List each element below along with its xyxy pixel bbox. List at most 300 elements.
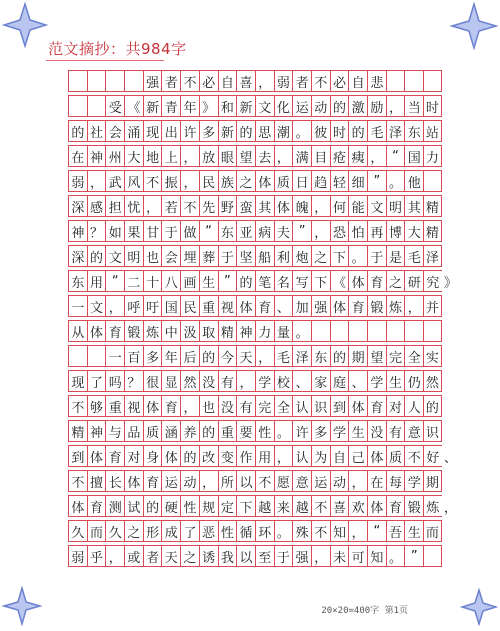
grid-cell: 时 (423, 96, 442, 116)
grid-cell: 之 (311, 246, 330, 266)
grid-cell: 武 (105, 171, 124, 191)
grid-cell: 。 (274, 421, 293, 441)
grid-cell: 涵 (161, 421, 180, 441)
grid-cell: 有 (236, 396, 255, 416)
grid-cell: 没 (367, 421, 386, 441)
grid-cell: 学 (367, 371, 386, 391)
grid-cell: 笔 (255, 271, 274, 291)
grid-cell: ， (274, 446, 293, 466)
grid-cell (423, 171, 442, 191)
grid-cell: 不 (68, 471, 87, 491)
grid-cell: “ (199, 221, 218, 241)
essay-line (68, 320, 442, 342)
grid-cell: 神 (87, 421, 106, 441)
grid-cell: 强 (143, 71, 162, 91)
grid-cell: 炼 (423, 496, 442, 516)
grid-cell: ， (105, 296, 124, 316)
overflow-char: ， (444, 501, 458, 516)
grid-cell: 全 (404, 346, 423, 366)
grid-cell: 忧 (124, 196, 143, 216)
grid-cell: 品 (124, 421, 143, 441)
grid-cell: 然 (180, 371, 199, 391)
grid-cell: 八 (161, 271, 180, 291)
grid-cell: 不 (180, 71, 199, 91)
grid-cell: 没 (218, 396, 237, 416)
grid-cell: 十 (143, 271, 162, 291)
grid-cell: 力 (423, 146, 442, 166)
grid-cell: 州 (105, 146, 124, 166)
essay-line (68, 395, 442, 417)
grid-cell: 其 (404, 196, 423, 216)
grid-cell: 生 (199, 271, 218, 291)
grid-cell: 有 (386, 421, 405, 441)
grid-cell: 明 (386, 196, 405, 216)
grid-cell (68, 346, 87, 366)
grid-cell: 民 (199, 171, 218, 191)
grid-cell: 百 (124, 346, 143, 366)
star-decoration-top-left (2, 2, 48, 48)
grid-cell: 彼 (311, 121, 330, 141)
grid-cell: 然 (423, 371, 442, 391)
grid-cell: 规 (199, 496, 218, 516)
grid-cell (124, 71, 143, 91)
grid-cell: ， (180, 171, 199, 191)
grid-cell: 变 (218, 446, 237, 466)
grid-cell: 加 (292, 296, 311, 316)
grid-cell: 体 (161, 446, 180, 466)
grid-cell: 深 (68, 196, 87, 216)
grid-cell: 到 (68, 446, 87, 466)
grid-cell: 于 (367, 246, 386, 266)
grid-cell: ， (311, 546, 330, 566)
grid-cell: 我 (218, 546, 237, 566)
grid-cell: 不 (311, 521, 330, 541)
grid-cell: 埋 (180, 246, 199, 266)
grid-cell: 在 (367, 471, 386, 491)
grid-cell: 循 (236, 521, 255, 541)
grid-cell: 必 (330, 71, 349, 91)
grid-cell: 对 (124, 446, 143, 466)
grid-cell: 或 (124, 546, 143, 566)
grid-cell: 成 (161, 521, 180, 541)
grid-cell: 庭 (330, 371, 349, 391)
grid-cell: 。 (386, 171, 405, 191)
grid-cell: 悲 (367, 71, 386, 91)
grid-cell: 愿 (274, 471, 293, 491)
overflow-char: 》 (444, 276, 458, 291)
grid-cell: 年 (161, 346, 180, 366)
grid-cell: 动 (311, 96, 330, 116)
grid-cell: 与 (105, 421, 124, 441)
grid-cell: 乎 (87, 546, 106, 566)
grid-cell: 今 (218, 346, 237, 366)
grid-cell: 时 (330, 121, 349, 141)
grid-cell (311, 321, 330, 341)
grid-cell: 欢 (348, 496, 367, 516)
grid-cell: 殊 (292, 521, 311, 541)
grid-cell: 于 (274, 546, 293, 566)
grid-cell: 用 (255, 446, 274, 466)
grid-cell: 东 (218, 221, 237, 241)
grid-cell: 之 (386, 271, 405, 291)
grid-cell: 育 (105, 321, 124, 341)
grid-cell: 知 (330, 521, 349, 541)
grid-cell: 对 (386, 396, 405, 416)
grid-cell: 质 (274, 171, 293, 191)
grid-cell (105, 71, 124, 91)
grid-cell: ， (180, 146, 199, 166)
essay-line (68, 470, 442, 492)
essay-line (68, 270, 458, 292)
page-footer: 20×20=400字 第1页 (321, 606, 408, 616)
grid-cell: ， (386, 96, 405, 116)
essay-line (68, 195, 442, 217)
grid-cell: 之 (236, 171, 255, 191)
grid-cell: 文 (87, 296, 106, 316)
grid-cell: 学 (404, 471, 423, 491)
essay-line (68, 170, 442, 192)
grid-cell: 定 (218, 496, 237, 516)
grid-cell: 未 (330, 546, 349, 566)
grid-cell: 涌 (124, 121, 143, 141)
grid-cell: 疮 (330, 146, 349, 166)
grid-cell (68, 96, 87, 116)
grid-cell: 性 (255, 421, 274, 441)
grid-cell: 运 (161, 471, 180, 491)
grid-cell: 如 (105, 221, 124, 241)
grid-cell: 下 (311, 271, 330, 291)
grid-cell: ” (218, 271, 237, 291)
grid-cell: 炮 (292, 246, 311, 266)
essay-line (68, 545, 442, 567)
grid-cell: 体 (348, 271, 367, 291)
grid-cell (423, 321, 442, 341)
grid-cell: 精 (423, 196, 442, 216)
grid-cell: 完 (255, 396, 274, 416)
page-title: 范文摘抄：共984字 (48, 40, 187, 58)
grid-cell: 校 (274, 371, 293, 391)
grid-cell: 。 (274, 521, 293, 541)
grid-cell: 视 (124, 396, 143, 416)
grid-cell: 的 (330, 346, 349, 366)
grid-cell: 炼 (386, 296, 405, 316)
grid-cell: 体 (367, 496, 386, 516)
grid-cell: 不 (311, 71, 330, 91)
essay-line (68, 220, 442, 242)
grid-cell: 的 (87, 246, 106, 266)
grid-cell: 识 (311, 396, 330, 416)
grid-cell: 形 (143, 521, 162, 541)
grid-cell: 养 (180, 421, 199, 441)
grid-cell: 吁 (143, 296, 162, 316)
grid-cell: 魄 (292, 196, 311, 216)
grid-cell: 体 (330, 296, 349, 316)
grid-cell: 弱 (68, 546, 87, 566)
grid-cell: 大 (404, 221, 423, 241)
grid-cell: ？ (87, 221, 106, 241)
grid-cell: 人 (404, 396, 423, 416)
grid-cell: 名 (274, 271, 293, 291)
grid-cell: 生 (404, 521, 423, 541)
grid-cell: ， (143, 196, 162, 216)
grid-cell: 文 (367, 196, 386, 216)
grid-cell: 于 (161, 221, 180, 241)
grid-cell: 《 (124, 96, 143, 116)
grid-cell: 后 (180, 346, 199, 366)
grid-cell: 趋 (311, 171, 330, 191)
grid-cell: 也 (143, 246, 162, 266)
grid-cell (348, 321, 367, 341)
grid-cell: 仍 (404, 371, 423, 391)
grid-cell: 锻 (367, 296, 386, 316)
grid-cell: 神 (68, 221, 87, 241)
grid-cell: 力 (255, 321, 274, 341)
grid-cell: 没 (199, 371, 218, 391)
grid-cell: 呼 (124, 296, 143, 316)
grid-cell: 轻 (330, 171, 349, 191)
grid-cell: 意 (292, 471, 311, 491)
grid-cell: 担 (105, 196, 124, 216)
grid-cell: 了 (180, 521, 199, 541)
grid-cell: ， (105, 546, 124, 566)
grid-cell: 的 (423, 396, 442, 416)
grid-cell: 诱 (199, 546, 218, 566)
grid-cell: ， (311, 221, 330, 241)
grid-cell: 至 (255, 546, 274, 566)
grid-cell: 多 (143, 346, 162, 366)
grid-cell: 锻 (124, 321, 143, 341)
essay-line (68, 495, 458, 517)
grid-cell: 可 (348, 546, 367, 566)
grid-cell: 视 (218, 296, 237, 316)
grid-cell: 坚 (236, 246, 255, 266)
grid-cell: 潮 (274, 121, 293, 141)
grid-cell: 、 (292, 371, 311, 391)
grid-cell: 亚 (236, 221, 255, 241)
grid-cell (330, 321, 349, 341)
grid-cell: 知 (367, 546, 386, 566)
grid-cell: 出 (161, 121, 180, 141)
grid-cell: 每 (386, 471, 405, 491)
overflow-char: 、 (444, 451, 458, 466)
grid-cell: 硬 (161, 496, 180, 516)
essay-line (68, 370, 442, 392)
grid-cell: 弱 (68, 171, 87, 191)
grid-cell: 而 (87, 521, 106, 541)
grid-cell: 识 (423, 421, 442, 441)
grid-cell: 很 (143, 371, 162, 391)
grid-cell: 多 (199, 121, 218, 141)
grid-cell: 青 (161, 96, 180, 116)
grid-cell: 汲 (180, 321, 199, 341)
grid-cell: 以 (236, 471, 255, 491)
grid-cell: 多 (311, 421, 330, 441)
grid-cell: ” (367, 171, 386, 191)
grid-cell: 深 (68, 246, 87, 266)
grid-cell: 不 (255, 471, 274, 491)
grid-cell: 的 (199, 346, 218, 366)
grid-cell: 文 (105, 246, 124, 266)
grid-cell: 现 (143, 121, 162, 141)
grid-cell: 重 (105, 396, 124, 416)
grid-cell: 育 (255, 296, 274, 316)
grid-cell: 完 (386, 346, 405, 366)
grid-cell: 去 (255, 146, 274, 166)
grid-cell: 写 (292, 271, 311, 291)
grid-cell: ， (199, 471, 218, 491)
grid-cell: 野 (218, 196, 237, 216)
grid-cell: 吗 (105, 371, 124, 391)
grid-cell: 体 (124, 471, 143, 491)
grid-cell: 化 (274, 96, 293, 116)
grid-cell: 望 (367, 346, 386, 366)
grid-cell: 必 (199, 71, 218, 91)
grid-cell: 体 (68, 496, 87, 516)
grid-cell: 是 (386, 246, 405, 266)
grid-cell: 明 (124, 246, 143, 266)
grid-cell: 年 (180, 96, 199, 116)
grid-cell: 自 (348, 71, 367, 91)
grid-cell: 强 (292, 546, 311, 566)
grid-cell (386, 71, 405, 91)
grid-cell: 国 (161, 296, 180, 316)
grid-cell: 毛 (274, 346, 293, 366)
grid-cell: 育 (161, 396, 180, 416)
grid-cell: 者 (143, 546, 162, 566)
grid-cell: 的 (348, 121, 367, 141)
grid-cell: 地 (143, 146, 162, 166)
grid-cell: 长 (105, 471, 124, 491)
star-decoration-bottom-right (460, 588, 498, 626)
grid-cell: ， (255, 346, 274, 366)
grid-cell: ？ (124, 371, 143, 391)
grid-cell: 好 (423, 446, 442, 466)
grid-cell: 的 (68, 121, 87, 141)
grid-cell: 之 (180, 546, 199, 566)
grid-cell: 二 (124, 271, 143, 291)
grid-cell: 体 (87, 321, 106, 341)
grid-cell: 怕 (348, 221, 367, 241)
grid-cell: 以 (236, 546, 255, 566)
grid-cell: 并 (423, 296, 442, 316)
grid-cell: 身 (143, 446, 162, 466)
grid-cell: 满 (292, 146, 311, 166)
grid-cell: ， (348, 471, 367, 491)
essay-line (68, 70, 442, 92)
grid-cell: 、 (348, 371, 367, 391)
grid-cell: 试 (124, 496, 143, 516)
grid-cell: 日 (292, 171, 311, 191)
essay-line (68, 520, 442, 542)
grid-cell: 上 (161, 146, 180, 166)
grid-cell: 东 (404, 121, 423, 141)
essay-line (68, 95, 442, 117)
grid-cell: 神 (87, 146, 106, 166)
grid-cell: 泽 (386, 121, 405, 141)
grid-cell: 也 (199, 396, 218, 416)
grid-cell: 当 (404, 96, 423, 116)
grid-cell: 改 (199, 446, 218, 466)
grid-cell: 新 (218, 121, 237, 141)
grid-cell: 喜 (330, 496, 349, 516)
grid-cell: 放 (199, 146, 218, 166)
grid-cell: 期 (348, 346, 367, 366)
grid-cell: 弱 (274, 71, 293, 91)
grid-cell: “ (367, 521, 386, 541)
grid-cell: 越 (255, 496, 274, 516)
grid-cell: 有 (218, 371, 237, 391)
essay-line (68, 245, 442, 267)
grid-cell: ， (255, 71, 274, 91)
grid-cell: 认 (292, 396, 311, 416)
grid-cell: 学 (330, 421, 349, 441)
grid-cell: 够 (87, 396, 106, 416)
grid-cell: 目 (311, 146, 330, 166)
grid-cell: ” (404, 546, 423, 566)
grid-cell: 越 (292, 496, 311, 516)
essay-line (68, 145, 442, 167)
grid-cell: 喜 (236, 71, 255, 91)
grid-cell: 育 (367, 396, 386, 416)
grid-cell: 育 (105, 446, 124, 466)
grid-cell: 育 (87, 496, 106, 516)
grid-cell: 重 (218, 421, 237, 441)
grid-cell: 一 (105, 346, 124, 366)
grid-cell: 恶 (199, 521, 218, 541)
grid-cell: 擅 (87, 471, 106, 491)
grid-cell: 取 (199, 321, 218, 341)
grid-cell: 体 (274, 196, 293, 216)
grid-cell: ， (404, 296, 423, 316)
grid-cell: 恐 (330, 221, 349, 241)
grid-cell: 一 (68, 296, 87, 316)
essay-line (68, 295, 442, 317)
grid-cell: 生 (348, 421, 367, 441)
grid-cell: 来 (274, 496, 293, 516)
grid-cell: 望 (236, 146, 255, 166)
grid-cell: 天 (236, 346, 255, 366)
grid-cell: 博 (386, 221, 405, 241)
grid-cell: 眼 (218, 146, 237, 166)
grid-cell (404, 321, 423, 341)
grid-cell (423, 546, 442, 566)
grid-cell: 会 (105, 121, 124, 141)
grid-cell: ， (87, 171, 106, 191)
grid-cell: 锻 (404, 496, 423, 516)
grid-cell: 运 (311, 471, 330, 491)
grid-cell: 自 (218, 71, 237, 91)
grid-cell (87, 96, 106, 116)
grid-cell: 新 (236, 96, 255, 116)
star-decoration-top-right (450, 2, 498, 50)
grid-cell: 体 (255, 171, 274, 191)
grid-cell: 天 (161, 546, 180, 566)
grid-cell: 作 (236, 446, 255, 466)
grid-cell: 者 (292, 71, 311, 91)
grid-cell: 体 (348, 396, 367, 416)
grid-cell: 中 (161, 321, 180, 341)
grid-cell: 己 (348, 446, 367, 466)
grid-cell: 先 (199, 196, 218, 216)
grid-cell: 葬 (199, 246, 218, 266)
grid-cell: 泽 (423, 246, 442, 266)
grid-cell: 受 (105, 96, 124, 116)
grid-cell: 体 (143, 396, 162, 416)
grid-cell: 久 (68, 521, 87, 541)
grid-cell: 和 (218, 96, 237, 116)
grid-cell: 站 (423, 121, 442, 141)
grid-cell: 实 (423, 346, 442, 366)
